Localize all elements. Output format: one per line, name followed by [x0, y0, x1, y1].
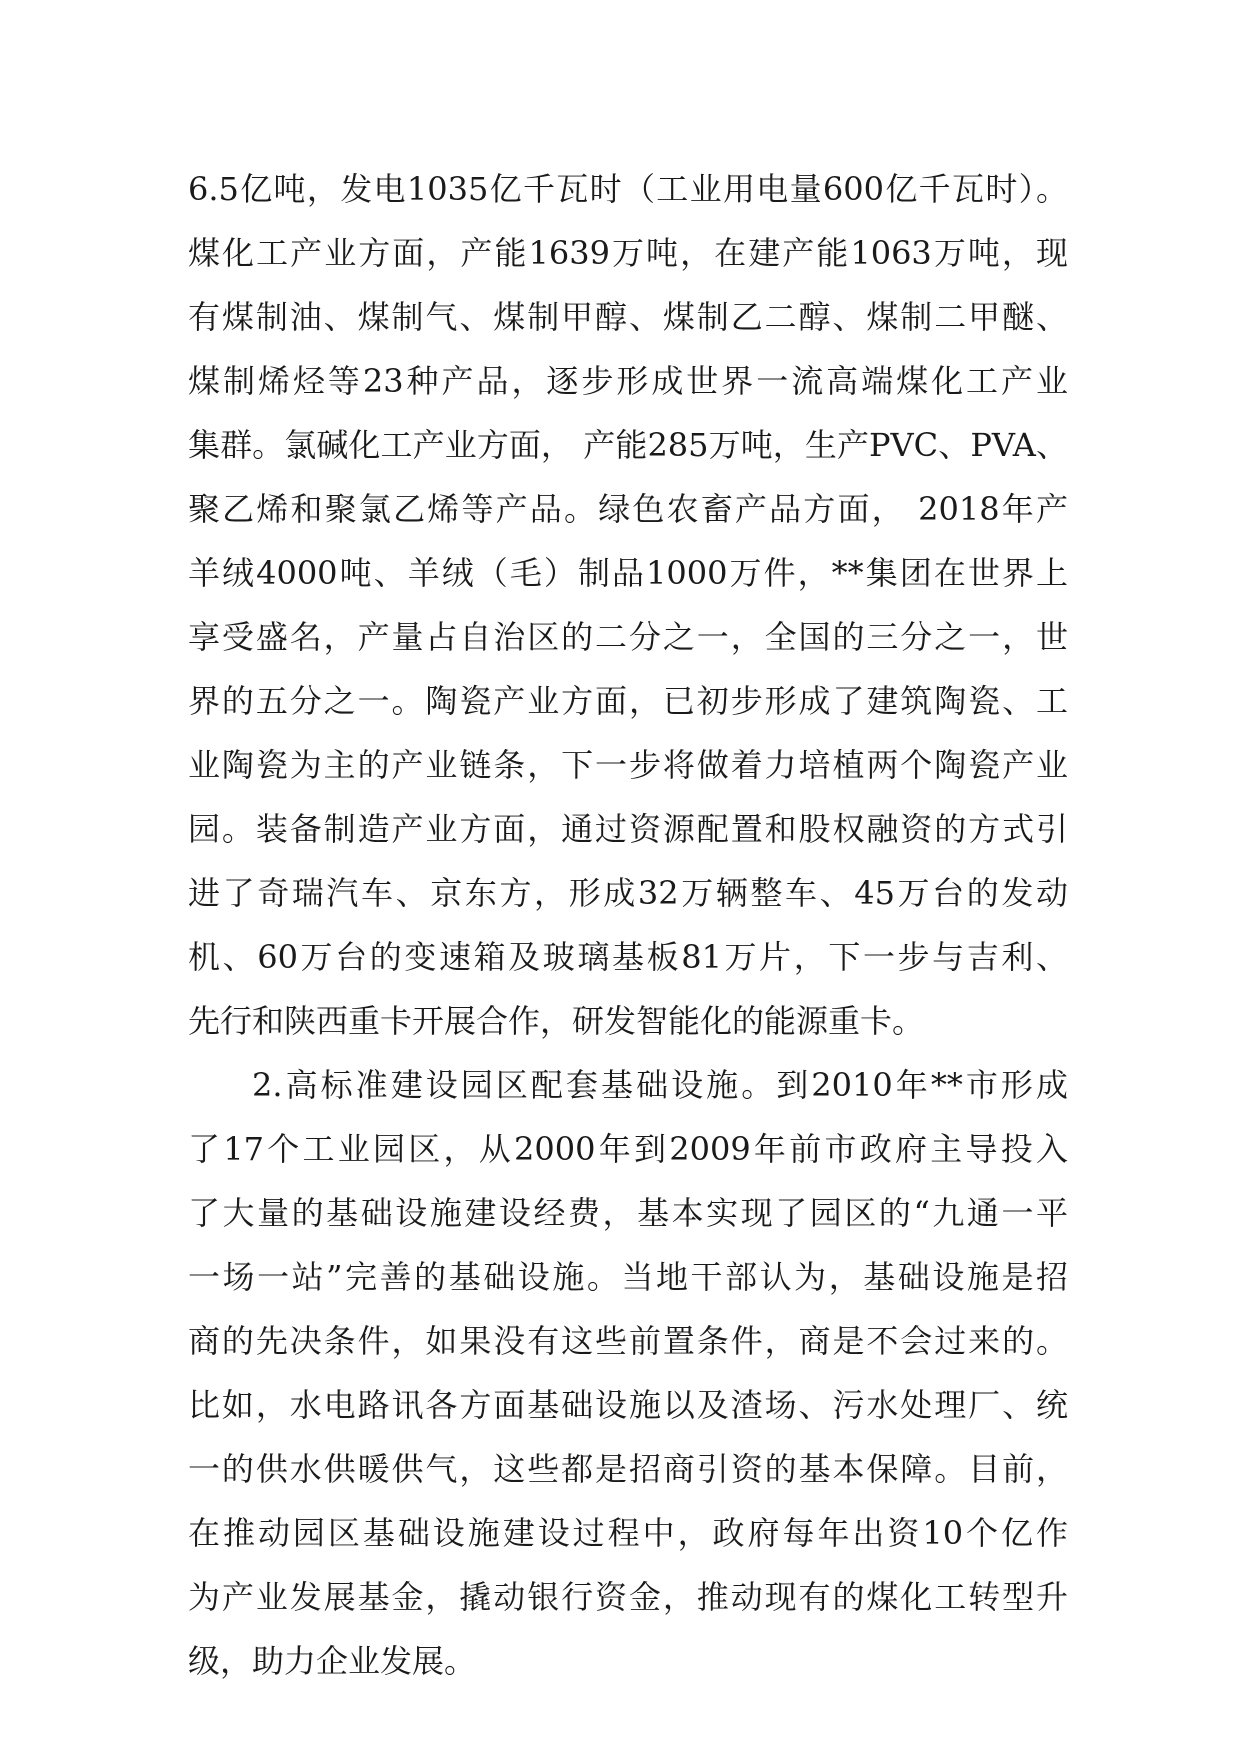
text-line: 了大量的基础设施建设经费，基本实现了园区的“九通一平 — [188, 1194, 1068, 1232]
text-line: 一的供水供暖供气，这些都是招商引资的基本保障。目前， — [188, 1450, 1068, 1488]
text-line: 商的先决条件，如果没有这些前置条件，商是不会过来的。 — [188, 1322, 1068, 1360]
text-line: 享受盛名，产量占自治区的二分之一，全国的三分之一，世 — [188, 618, 1068, 656]
text-line: 在推动园区基础设施建设过程中，政府每年出资10个亿作 — [188, 1514, 1068, 1552]
text-line: 集群。氯碱化工产业方面， 产能285万吨，生产PVC、PVA、 — [188, 426, 1068, 464]
text-line: 6.5亿吨，发电1035亿千瓦时（工业用电量600亿千瓦时）。 — [188, 170, 1068, 208]
paragraph-start-line: 2.高标准建设园区配套基础设施。到2010年**市形成 — [252, 1066, 1068, 1104]
text-line: 煤化工产业方面，产能1639万吨，在建产能1063万吨，现 — [188, 234, 1068, 272]
text-line: 煤制烯烃等23种产品，逐步形成世界一流高端煤化工产业 — [188, 362, 1068, 400]
paragraph-end-line: 先行和陕西重卡开展合作，研发智能化的能源重卡。 — [188, 1002, 925, 1040]
text-line: 一场一站”完善的基础设施。当地干部认为，基础设施是招 — [188, 1258, 1068, 1296]
text-line: 比如，水电路讯各方面基础设施以及渣场、污水处理厂、统 — [188, 1386, 1068, 1424]
text-line: 了17个工业园区，从2000年到2009年前市政府主导投入 — [188, 1130, 1068, 1168]
text-line: 界的五分之一。陶瓷产业方面，已初步形成了建筑陶瓷、工 — [188, 682, 1068, 720]
text-line: 为产业发展基金，撬动银行资金，推动现有的煤化工转型升 — [188, 1578, 1068, 1616]
text-line: 机、60万台的变速箱及玻璃基板81万片，下一步与吉利、 — [188, 938, 1068, 976]
text-line: 园。装备制造产业方面，通过资源配置和股权融资的方式引 — [188, 810, 1068, 848]
text-line: 业陶瓷为主的产业链条，下一步将做着力培植两个陶瓷产业 — [188, 746, 1068, 784]
text-line: 有煤制油、煤制气、煤制甲醇、煤制乙二醇、煤制二甲醚、 — [188, 298, 1068, 336]
text-line: 羊绒4000吨、羊绒（毛）制品1000万件，**集团在世界上 — [188, 554, 1068, 592]
text-line: 进了奇瑞汽车、京东方，形成32万辆整车、45万台的发动 — [188, 874, 1068, 912]
text-line: 聚乙烯和聚氯乙烯等产品。绿色农畜产品方面， 2018年产 — [188, 490, 1068, 528]
paragraph-end-line: 级，助力企业发展。 — [188, 1642, 477, 1680]
body-text — [188, 157, 1068, 1693]
